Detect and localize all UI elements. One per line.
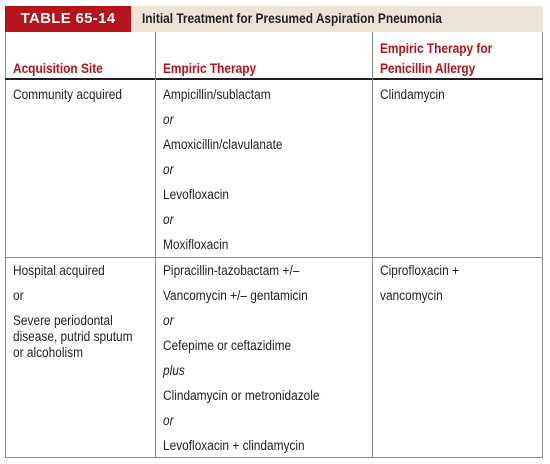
row1-therapy-line: or bbox=[163, 162, 174, 177]
row1-therapy-line: or bbox=[163, 112, 174, 127]
row2-site-line: or bbox=[13, 288, 24, 303]
row2-therapy-line: plus bbox=[163, 363, 185, 378]
row1-allergy: Clindamycin bbox=[380, 87, 445, 102]
row2-therapy-line: Levofloxacin + clindamycin bbox=[163, 438, 305, 453]
row2-site-line: disease, putrid sputum bbox=[13, 329, 133, 344]
row2-allergy-line: Ciprofloxacin + bbox=[380, 263, 459, 278]
row1-therapy-line: or bbox=[163, 212, 174, 227]
header-allergy-line1: Empiric Therapy for bbox=[380, 41, 493, 56]
header-empiric-therapy: Empiric Therapy bbox=[163, 61, 257, 76]
header-allergy-line2: Penicillin Allergy bbox=[380, 61, 476, 76]
row1-therapy-line: Amoxicillin/clavulanate bbox=[163, 137, 283, 152]
row2-site-line: Severe periodontal bbox=[13, 313, 113, 328]
row2-therapy-line: or bbox=[163, 413, 174, 428]
column-divider-1 bbox=[155, 32, 156, 458]
header-acquisition-site: Acquisition Site bbox=[13, 61, 103, 76]
header-rule bbox=[5, 78, 543, 80]
row2-site-line: or alcoholism bbox=[13, 345, 83, 360]
row2-allergy-line: vancomycin bbox=[380, 288, 443, 303]
row1-therapy-line: Ampicillin/sublactam bbox=[163, 87, 271, 102]
row2-therapy-line: or bbox=[163, 313, 174, 328]
row-divider bbox=[5, 257, 543, 258]
row2-therapy-line: Vancomycin +/– gentamicin bbox=[163, 288, 308, 303]
table-title-bar bbox=[5, 6, 543, 32]
table-number-badge: TABLE 65-14 bbox=[5, 6, 131, 32]
row1-therapy-line: Levofloxacin bbox=[163, 187, 230, 202]
row1-therapy-line: Moxifloxacin bbox=[163, 237, 229, 252]
row2-site-line: Hospital acquired bbox=[13, 263, 105, 278]
table-title: Initial Treatment for Presumed Aspiration Pneumonia bbox=[142, 11, 442, 26]
row2-therapy-line: Clindamycin or metronidazole bbox=[163, 388, 320, 403]
row2-therapy-line: Pipracillin-tazobactam +/– bbox=[163, 263, 300, 278]
row2-therapy-line: Cefepime or ceftazidime bbox=[163, 338, 292, 353]
row1-site: Community acquired bbox=[13, 87, 122, 102]
column-divider-2 bbox=[372, 32, 373, 458]
